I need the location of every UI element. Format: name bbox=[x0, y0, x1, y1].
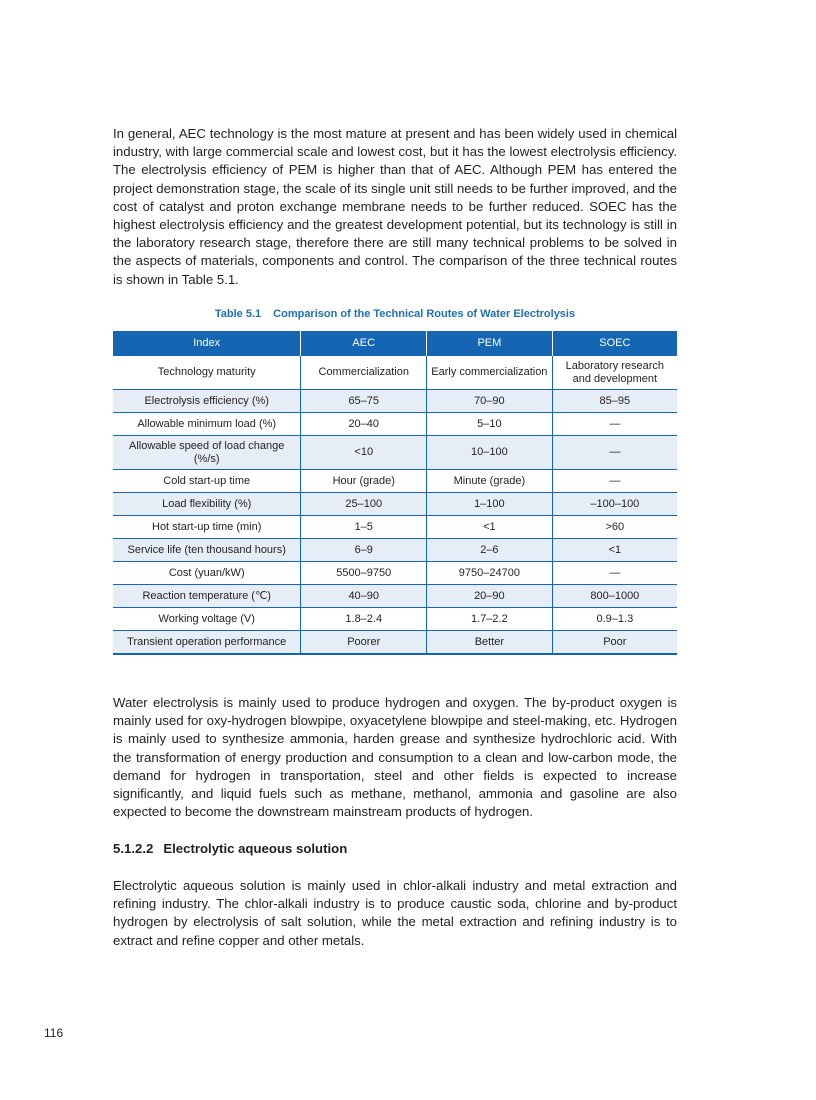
section-number: 5.1.2.2 bbox=[113, 841, 154, 856]
cell-aec: 1–5 bbox=[301, 516, 427, 539]
table-row bbox=[113, 585, 677, 608]
cell-pem: 1.7–2.2 bbox=[427, 608, 553, 631]
intro-paragraph: In general, AEC technology is the most mature at present and has been widely used in chemical industry, with large commercial scale and lowest cost, but it has the lowest electrolysis efficiency. The electrolysis efficiency of PEM is higher than that of AEC. Although PEM has entered the project demonstration stage, the scale of its single unit still needs to be further improved, and the cost of catalyst and proton exchange membrane needs to be further reduced. SOEC has the highest electrolysis efficiency and the greatest development potential, but its technology is still in the laboratory research stage, therefore there are still many technical problems to be solved in the aspects of materials, components and control. The comparison of the three technical routes is shown in Table 5.1. bbox=[113, 126, 677, 287]
header-index: Index bbox=[113, 331, 301, 356]
cell-pem: 5–10 bbox=[427, 413, 553, 436]
row-label: Allowable minimum load (%) bbox=[113, 413, 301, 436]
cell-pem: <1 bbox=[427, 516, 553, 539]
row-label: Working voltage (V) bbox=[113, 608, 301, 631]
table-row bbox=[113, 356, 677, 390]
cell-aec: Poorer bbox=[301, 631, 427, 655]
cell-soec: Poor bbox=[552, 631, 677, 655]
row-label: Hot start-up time (min) bbox=[113, 516, 301, 539]
cell-aec: 5500–9750 bbox=[301, 562, 427, 585]
row-label: Transient operation performance bbox=[113, 631, 301, 655]
cell-soec: — bbox=[552, 470, 677, 493]
table-row bbox=[113, 608, 677, 631]
electrolytic-solution-paragraph: Electrolytic aqueous solution is mainly used in chlor-alkali industry and metal extraction and refining industry. The chlor-alkali industry is to produce caustic soda, chlorine and by-product hydrogen by electrolysis of salt solution, while the metal extraction and refining industry is to extract and refine copper and other metals. bbox=[113, 878, 677, 948]
cell-pem: 9750–24700 bbox=[427, 562, 553, 585]
table-caption-title: Comparison of the Technical Routes of Water Electrolysis bbox=[273, 308, 576, 320]
header-pem: PEM bbox=[427, 331, 553, 356]
cell-soec: >60 bbox=[552, 516, 677, 539]
cell-soec: — bbox=[552, 413, 677, 436]
cell-soec: Laboratory research and development bbox=[552, 356, 677, 390]
cell-soec: 85–95 bbox=[552, 390, 677, 413]
table-row bbox=[113, 436, 677, 470]
cell-soec: — bbox=[552, 436, 677, 470]
table-row bbox=[113, 516, 677, 539]
cell-pem: 20–90 bbox=[427, 585, 553, 608]
row-label: Load flexibility (%) bbox=[113, 493, 301, 516]
table-row bbox=[113, 562, 677, 585]
row-label: Technology maturity bbox=[113, 356, 301, 390]
table-row bbox=[113, 470, 677, 493]
row-label: Allowable speed of load change (%/s) bbox=[113, 436, 301, 470]
cell-aec: 40–90 bbox=[301, 585, 427, 608]
cell-soec: 0.9–1.3 bbox=[552, 608, 677, 631]
row-label: Reaction temperature (℃) bbox=[113, 585, 301, 608]
row-label: Cold start-up time bbox=[113, 470, 301, 493]
row-label: Electrolysis efficiency (%) bbox=[113, 390, 301, 413]
table-row bbox=[113, 413, 677, 436]
row-label: Cost (yuan/kW) bbox=[113, 562, 301, 585]
table-row bbox=[113, 390, 677, 413]
row-label: Service life (ten thousand hours) bbox=[113, 539, 301, 562]
cell-soec: <1 bbox=[552, 539, 677, 562]
table-row bbox=[113, 539, 677, 562]
header-soec: SOEC bbox=[552, 331, 677, 356]
cell-pem: Early commercialization bbox=[427, 356, 553, 390]
table-header-row bbox=[113, 331, 677, 356]
cell-aec: 1.8–2.4 bbox=[301, 608, 427, 631]
cell-pem: 70–90 bbox=[427, 390, 553, 413]
cell-pem: 10–100 bbox=[427, 436, 553, 470]
cell-pem: Better bbox=[427, 631, 553, 655]
cell-aec: 25–100 bbox=[301, 493, 427, 516]
section-title: Electrolytic aqueous solution bbox=[163, 841, 348, 856]
section-heading bbox=[113, 841, 347, 856]
cell-aec: 20–40 bbox=[301, 413, 427, 436]
page-number: 116 bbox=[44, 1026, 64, 1040]
applications-paragraph: Water electrolysis is mainly used to produce hydrogen and oxygen. The by-product oxygen is mainly used for oxy-hydrogen blowpipe, oxyacetylene blowpipe and steel-making, etc. Hydrogen is mainly used to synthesize ammonia, harden grease and synthesize hydrochloric acid. With the transformation of energy production and consumption to a clean and low-carbon mode, the demand for hydrogen in transportation, steel and other fields is expected to increase significantly, and liquid fuels such as methane, methanol, ammonia and gasoline are also expected to become the downstream mainstream products of hydrogen. bbox=[113, 695, 677, 820]
header-aec: AEC bbox=[301, 331, 427, 356]
comparison-table bbox=[113, 331, 677, 655]
table-row bbox=[113, 493, 677, 516]
cell-aec: 6–9 bbox=[301, 539, 427, 562]
cell-pem: Minute (grade) bbox=[427, 470, 553, 493]
cell-aec: 65–75 bbox=[301, 390, 427, 413]
cell-aec: Commercialization bbox=[301, 356, 427, 390]
cell-soec: 800–1000 bbox=[552, 585, 677, 608]
cell-soec: –100–100 bbox=[552, 493, 677, 516]
table-caption bbox=[113, 308, 677, 320]
table-caption-number: Table 5.1 bbox=[214, 308, 262, 320]
cell-aec: <10 bbox=[301, 436, 427, 470]
cell-pem: 2–6 bbox=[427, 539, 553, 562]
cell-aec: Hour (grade) bbox=[301, 470, 427, 493]
cell-pem: 1–100 bbox=[427, 493, 553, 516]
table-row bbox=[113, 631, 677, 655]
cell-soec: — bbox=[552, 562, 677, 585]
